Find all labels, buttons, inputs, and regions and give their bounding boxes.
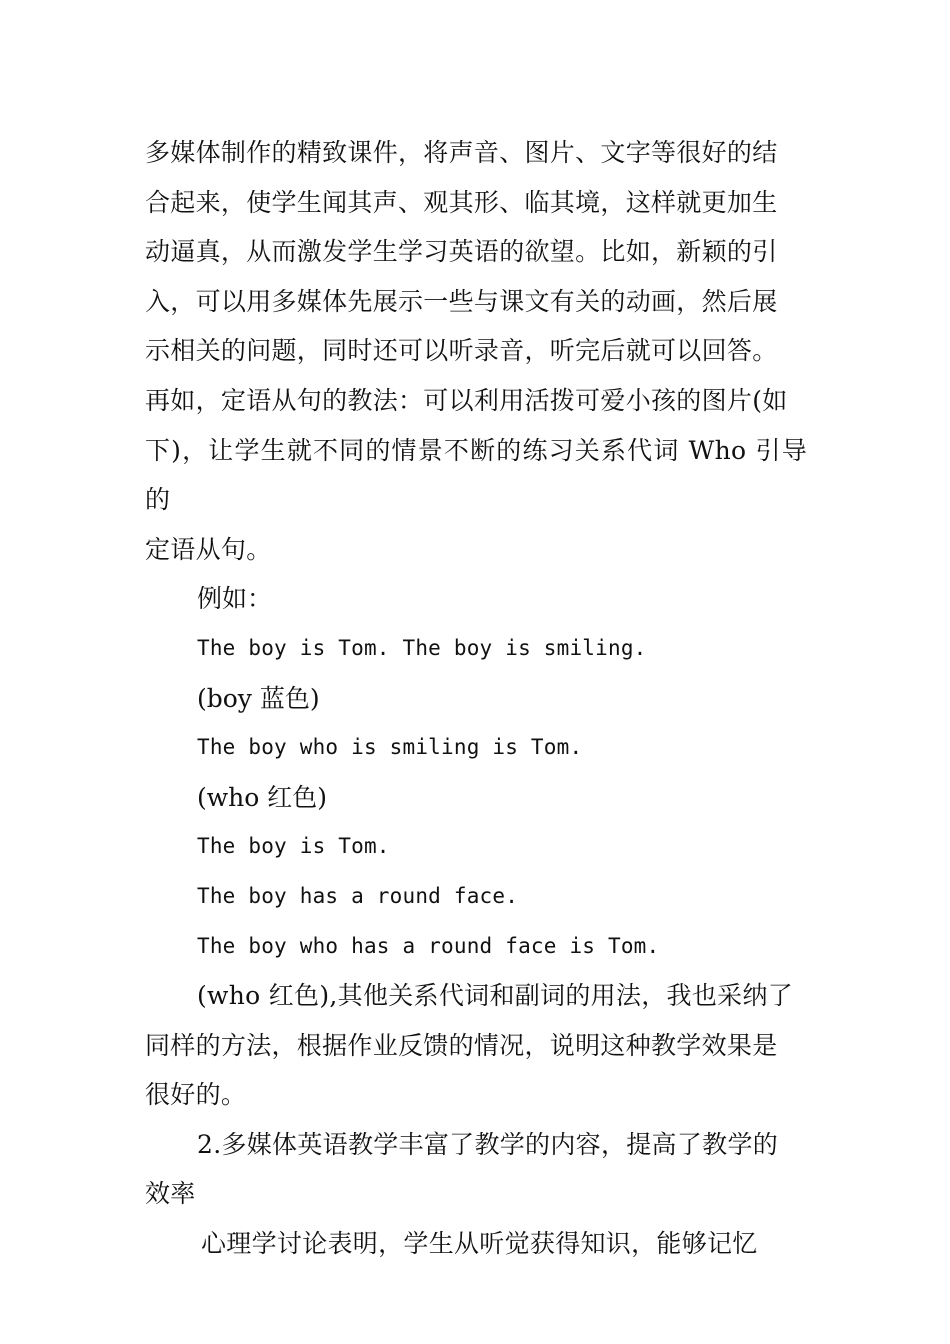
text-line: 心理学讨论表明，学生从听觉获得知识，能够记忆 (201, 1229, 758, 1259)
text-line: (who 红色),其他关系代词和副词的用法，我也采纳了 (197, 981, 794, 1011)
text-line: 再如，定语从句的教法：可以利用活拨可爱小孩的图片(如 (145, 385, 788, 415)
example-sentence: The boy who is smiling is Tom. (197, 735, 583, 760)
example-note: (boy 蓝色) (197, 683, 320, 713)
example-sentence: The boy has a round face. (197, 883, 519, 908)
text-line: 很好的。 (145, 1080, 247, 1110)
example-note: (who 红色) (197, 782, 328, 812)
example-block (145, 574, 807, 971)
text-line: 多媒体制作的精致课件，将声音、图片、文字等很好的结 (145, 138, 778, 167)
example-label: 例如： (197, 584, 273, 614)
text-line: 示相关的问题，同时还可以听录音，听完后就可以回答。 (145, 336, 778, 366)
text-line: 2.多媒体英语教学丰富了教学的内容，提高了教学的 (197, 1129, 779, 1159)
section-2-heading (145, 1120, 807, 1219)
text-line: 效率 (145, 1179, 196, 1209)
example-sentence: The boy who has a round face is Tom. (197, 933, 660, 958)
text-line: 合起来，使学生闻其声、观其形、临其境，这样就更加生 (145, 187, 778, 217)
text-line: 动逼真，从而激发学生学习英语的欲望。比如，新颖的引 (145, 237, 778, 267)
followup-paragraph (145, 971, 807, 1120)
intro-paragraph (145, 128, 807, 574)
text-line: 下)，让学生就不同的情景不断的练习关系代词 Who 引导的 (145, 435, 807, 515)
example-sentence: The boy is Tom. (197, 834, 390, 859)
document-body (145, 128, 807, 1269)
text-line: 同样的方法，根据作业反馈的情况，说明这种教学效果是 (145, 1030, 778, 1060)
psychology-paragraph (145, 1219, 807, 1269)
text-line: 定语从句。 (145, 534, 272, 564)
example-sentence: The boy is Tom. The boy is smiling. (197, 635, 647, 660)
text-line: 入，可以用多媒体先展示一些与课文有关的动画，然后展 (145, 286, 778, 316)
